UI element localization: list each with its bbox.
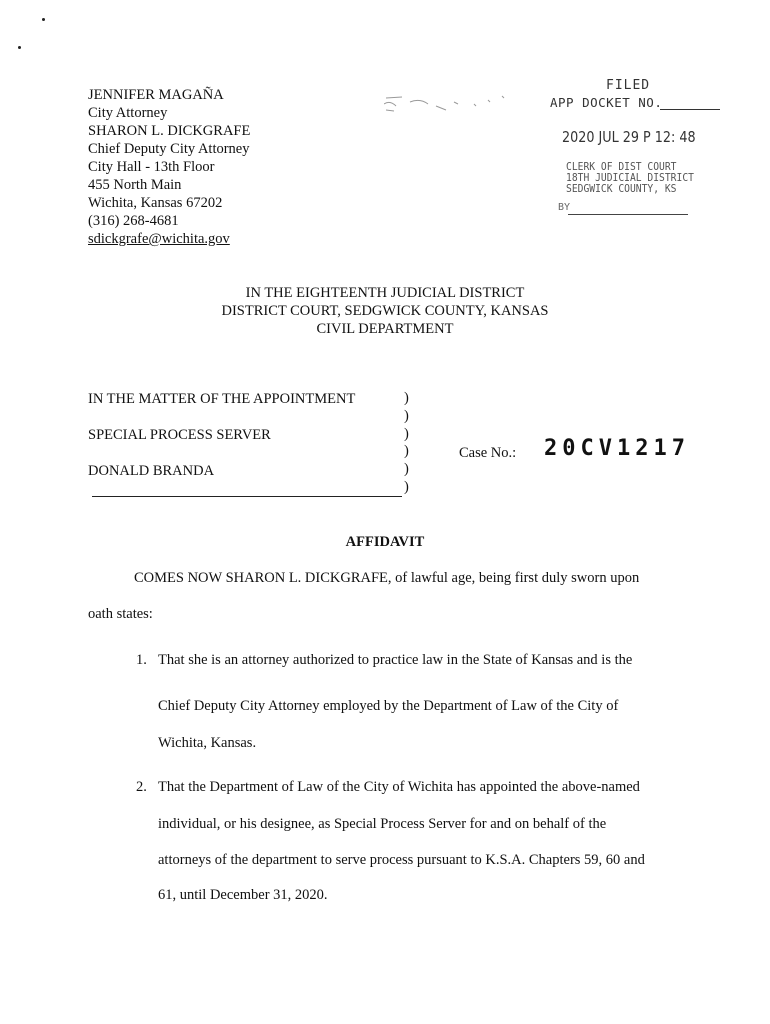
- stamp-date: 2020 JUL 29 P 12: 48: [562, 128, 696, 146]
- address-line-3: Wichita, Kansas 67202: [88, 195, 223, 211]
- deputy-title: Chief Deputy City Attorney: [88, 141, 250, 157]
- address-line-2: 455 North Main: [88, 177, 182, 193]
- stamp-clerk-line: SEDGWICK COUNTY, KS: [566, 183, 677, 195]
- court-heading: [0, 284, 770, 338]
- item-text: individual, or his designee, as Special Process Server for and on behalf of the: [158, 816, 607, 832]
- stamp-by: BY: [558, 202, 571, 213]
- attorney-name: JENNIFER MAGAÑA: [88, 87, 224, 103]
- stamp-clerk: [566, 162, 694, 195]
- item-text: Wichita, Kansas.: [158, 735, 257, 751]
- attorney-title: City Attorney: [88, 105, 168, 121]
- stamp-by-line: [568, 214, 688, 215]
- court-line: DISTRICT COURT, SEDGWICK COUNTY, KANSAS: [221, 303, 549, 319]
- court-line: CIVIL DEPARTMENT: [316, 321, 454, 337]
- stamp-clerk-line: 18TH JUDICIAL DISTRICT: [566, 172, 694, 184]
- item-text: Chief Deputy City Attorney employed by the Department of Law of the City of: [158, 698, 619, 714]
- court-line: IN THE EIGHTEENTH JUDICIAL DISTRICT: [245, 285, 525, 301]
- attorney-header: [88, 86, 250, 248]
- stamp-filed: FILED: [606, 78, 651, 93]
- document-title: AFFIDAVIT: [345, 534, 425, 550]
- address-line-1: City Hall - 13th Floor: [88, 159, 215, 175]
- phone: (316) 268-4681: [88, 213, 179, 229]
- item-number: 1.: [136, 652, 147, 668]
- item-text: 61, until December 31, 2020.: [158, 887, 328, 903]
- scan-speck: [18, 46, 21, 49]
- case-number: 20CV1217: [544, 436, 690, 461]
- caption-matter: IN THE MATTER OF THE APPOINTMENT: [88, 391, 356, 407]
- item-text: attorneys of the department to serve process pursuant to K.S.A. Chapters 59, 60 and: [158, 852, 645, 868]
- item-number: 2.: [136, 779, 147, 795]
- deputy-name: SHARON L. DICKGRAFE: [88, 123, 251, 139]
- caption-parentheses: ) ) ) ) ) ): [404, 390, 409, 495]
- stamp-clerk-line: CLERK OF DIST COURT: [566, 161, 677, 173]
- scan-speck: [42, 18, 45, 21]
- stamp-docket-line: [660, 109, 720, 110]
- caption-role: SPECIAL PROCESS SERVER: [88, 427, 271, 443]
- faint-stamp-smudge: [384, 92, 514, 116]
- caption-name: DONALD BRANDA: [88, 463, 215, 479]
- case-number-label: Case No.:: [459, 445, 517, 461]
- stamp-docket: APP DOCKET NO.: [550, 95, 663, 110]
- intro-line: oath states:: [88, 606, 153, 622]
- intro-line: COMES NOW SHARON L. DICKGRAFE, of lawful age, being first duly sworn upon: [134, 570, 640, 586]
- email-link[interactable]: sdickgrafe@wichita.gov: [88, 231, 230, 247]
- item-text: That the Department of Law of the City of Wichita has appointed the above-named: [158, 779, 640, 795]
- item-text: That she is an attorney authorized to practice law in the State of Kansas and is the: [158, 652, 633, 668]
- caption-underline: [92, 496, 402, 497]
